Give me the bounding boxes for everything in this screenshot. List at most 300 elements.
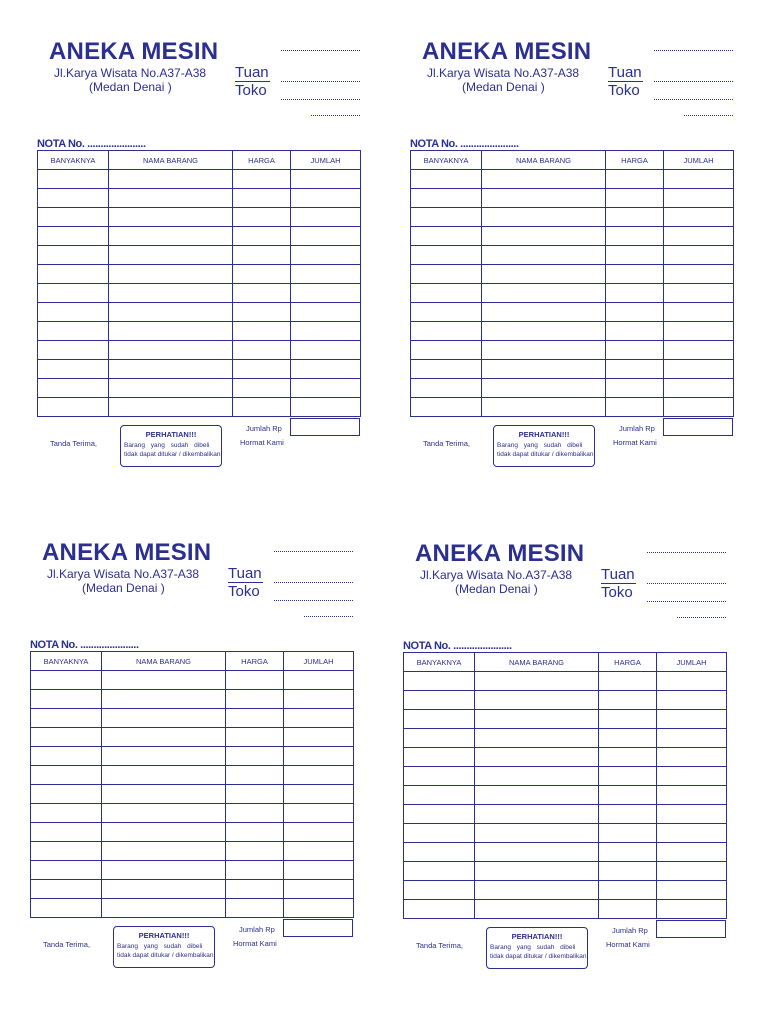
table-cell[interactable] — [599, 881, 657, 900]
jumlah-rp-label: Jumlah Rp — [239, 925, 275, 934]
table-cell[interactable] — [31, 709, 102, 728]
table-cell[interactable] — [475, 881, 599, 900]
table-cell[interactable] — [664, 360, 734, 379]
table-cell[interactable] — [38, 170, 109, 189]
table-row — [38, 227, 361, 246]
table-cell[interactable] — [38, 303, 109, 322]
table-row — [411, 360, 734, 379]
items-table-header — [411, 151, 734, 170]
table-cell[interactable] — [233, 284, 291, 303]
table-cell[interactable] — [284, 880, 354, 899]
table-row — [404, 729, 727, 748]
table-cell[interactable] — [291, 379, 361, 398]
hormat-kami-label: Hormat Kami — [233, 939, 277, 948]
table-cell[interactable] — [664, 208, 734, 227]
table-cell[interactable] — [226, 899, 284, 918]
table-cell[interactable] — [411, 189, 482, 208]
table-cell[interactable] — [102, 861, 226, 880]
table-cell[interactable] — [606, 227, 664, 246]
table-cell[interactable] — [109, 189, 233, 208]
table-cell[interactable] — [291, 170, 361, 189]
toko-field[interactable] — [281, 99, 360, 100]
hormat-kami-label: Hormat Kami — [240, 438, 284, 447]
table-cell[interactable] — [482, 322, 606, 341]
col-nama-barang: NAMA BARANG — [109, 151, 233, 170]
table-cell[interactable] — [657, 843, 727, 862]
table-cell[interactable] — [109, 227, 233, 246]
table-cell[interactable] — [226, 823, 284, 842]
table-cell[interactable] — [657, 672, 727, 691]
table-cell[interactable] — [599, 805, 657, 824]
items-table — [403, 652, 727, 919]
table-cell[interactable] — [664, 189, 734, 208]
table-cell[interactable] — [291, 189, 361, 208]
table-cell[interactable] — [291, 265, 361, 284]
table-cell[interactable] — [31, 823, 102, 842]
table-cell[interactable] — [284, 690, 354, 709]
table-cell[interactable] — [102, 671, 226, 690]
col-banyaknya: BANYAKNYA — [404, 653, 475, 672]
jumlah-total-box[interactable] — [663, 418, 733, 436]
toko-label: Toko — [608, 82, 640, 99]
table-cell[interactable] — [38, 379, 109, 398]
receipt-form — [30, 539, 390, 1019]
table-cell[interactable] — [664, 322, 734, 341]
table-row — [38, 170, 361, 189]
table-cell[interactable] — [475, 767, 599, 786]
table-cell[interactable] — [102, 785, 226, 804]
table-cell[interactable] — [482, 284, 606, 303]
table-cell[interactable] — [291, 341, 361, 360]
table-cell[interactable] — [657, 786, 727, 805]
table-row — [31, 728, 354, 747]
table-cell[interactable] — [291, 246, 361, 265]
table-cell[interactable] — [606, 303, 664, 322]
table-cell[interactable] — [657, 691, 727, 710]
table-cell[interactable] — [475, 862, 599, 881]
table-cell[interactable] — [606, 208, 664, 227]
table-cell[interactable] — [606, 189, 664, 208]
table-cell[interactable] — [411, 398, 482, 417]
table-cell[interactable] — [482, 303, 606, 322]
table-cell[interactable] — [31, 842, 102, 861]
table-cell[interactable] — [411, 379, 482, 398]
table-cell[interactable] — [109, 284, 233, 303]
table-cell[interactable] — [404, 691, 475, 710]
table-cell[interactable] — [664, 303, 734, 322]
table-cell[interactable] — [109, 265, 233, 284]
table-cell[interactable] — [109, 322, 233, 341]
tuan-label: Tuan — [235, 64, 269, 81]
table-cell[interactable] — [404, 748, 475, 767]
table-cell[interactable] — [475, 729, 599, 748]
top-dotted-field[interactable] — [647, 552, 726, 553]
table-cell[interactable] — [606, 284, 664, 303]
toko-label: Toko — [601, 584, 633, 601]
toko-field[interactable] — [647, 601, 726, 602]
table-row — [31, 766, 354, 785]
table-cell[interactable] — [404, 900, 475, 919]
shop-name: ANEKA MESIN — [49, 38, 219, 65]
table-cell[interactable] — [291, 227, 361, 246]
table-cell[interactable] — [226, 690, 284, 709]
table-cell[interactable] — [664, 265, 734, 284]
table-cell[interactable] — [102, 804, 226, 823]
address-line-2: (Medan Denai ) — [82, 581, 165, 595]
table-row — [411, 379, 734, 398]
table-cell[interactable] — [657, 767, 727, 786]
table-cell[interactable] — [606, 398, 664, 417]
table-cell[interactable] — [31, 880, 102, 899]
table-cell[interactable] — [102, 728, 226, 747]
table-cell[interactable] — [606, 246, 664, 265]
table-cell[interactable] — [404, 843, 475, 862]
table-cell[interactable] — [475, 691, 599, 710]
table-cell[interactable] — [102, 880, 226, 899]
table-cell[interactable] — [411, 303, 482, 322]
table-cell[interactable] — [599, 748, 657, 767]
nota-number: NOTA No. ...................... — [410, 138, 519, 150]
jumlah-total-box[interactable] — [283, 919, 353, 937]
table-cell[interactable] — [475, 710, 599, 729]
notice-line-1: Barang yang sudah dibeli — [117, 943, 203, 950]
table-cell[interactable] — [38, 189, 109, 208]
table-cell[interactable] — [599, 862, 657, 881]
table-cell[interactable] — [31, 728, 102, 747]
table-cell[interactable] — [482, 246, 606, 265]
extra-dotted-field[interactable] — [684, 115, 733, 116]
table-cell[interactable] — [482, 227, 606, 246]
table-cell[interactable] — [38, 227, 109, 246]
table-cell[interactable] — [291, 208, 361, 227]
table-cell[interactable] — [657, 881, 727, 900]
tuan-field[interactable] — [274, 582, 353, 583]
table-cell[interactable] — [404, 729, 475, 748]
jumlah-total-box[interactable] — [656, 920, 726, 938]
table-cell[interactable] — [291, 360, 361, 379]
receipt-form — [410, 38, 768, 518]
table-cell[interactable] — [226, 785, 284, 804]
table-row — [411, 189, 734, 208]
table-row — [404, 881, 727, 900]
table-cell[interactable] — [226, 709, 284, 728]
table-cell[interactable] — [482, 398, 606, 417]
table-row — [404, 843, 727, 862]
table-cell[interactable] — [606, 341, 664, 360]
table-cell[interactable] — [664, 227, 734, 246]
nota-number: NOTA No. ...................... — [37, 138, 146, 150]
notice-line-2: tidak dapat ditukar / dikembalikan — [117, 952, 214, 959]
items-table-header — [404, 653, 727, 672]
table-cell[interactable] — [475, 805, 599, 824]
table-cell[interactable] — [109, 208, 233, 227]
table-cell[interactable] — [233, 303, 291, 322]
table-cell[interactable] — [226, 747, 284, 766]
table-cell[interactable] — [404, 786, 475, 805]
table-row — [411, 341, 734, 360]
table-row — [38, 303, 361, 322]
table-cell[interactable] — [233, 170, 291, 189]
table-cell[interactable] — [664, 246, 734, 265]
table-row — [411, 170, 734, 189]
table-cell[interactable] — [404, 862, 475, 881]
table-cell[interactable] — [226, 728, 284, 747]
table-cell[interactable] — [664, 379, 734, 398]
col-banyaknya: BANYAKNYA — [31, 652, 102, 671]
table-cell[interactable] — [233, 189, 291, 208]
table-cell[interactable] — [482, 265, 606, 284]
extra-dotted-field[interactable] — [677, 617, 726, 618]
table-cell[interactable] — [475, 824, 599, 843]
table-cell[interactable] — [664, 284, 734, 303]
table-cell[interactable] — [233, 246, 291, 265]
nota-number: NOTA No. ...................... — [30, 639, 139, 651]
table-cell[interactable] — [109, 360, 233, 379]
table-cell[interactable] — [475, 672, 599, 691]
table-cell[interactable] — [291, 398, 361, 417]
table-cell[interactable] — [31, 747, 102, 766]
table-cell[interactable] — [102, 842, 226, 861]
hormat-kami-label: Hormat Kami — [613, 438, 657, 447]
table-cell[interactable] — [233, 227, 291, 246]
table-cell[interactable] — [657, 900, 727, 919]
table-row — [31, 899, 354, 918]
table-cell[interactable] — [404, 672, 475, 691]
table-cell[interactable] — [109, 379, 233, 398]
table-cell[interactable] — [226, 842, 284, 861]
table-cell[interactable] — [31, 690, 102, 709]
table-cell[interactable] — [291, 284, 361, 303]
table-cell[interactable] — [475, 900, 599, 919]
table-cell[interactable] — [102, 823, 226, 842]
table-cell[interactable] — [404, 824, 475, 843]
table-cell[interactable] — [284, 766, 354, 785]
table-cell[interactable] — [226, 861, 284, 880]
tuan-label: Tuan — [601, 566, 635, 583]
table-cell[interactable] — [284, 747, 354, 766]
address-line-1: Jl.Karya Wisata No.A37-A38 — [47, 567, 200, 581]
table-cell[interactable] — [291, 322, 361, 341]
table-cell[interactable] — [38, 322, 109, 341]
address-line-1: Jl.Karya Wisata No.A37-A38 — [420, 568, 573, 582]
table-cell[interactable] — [599, 767, 657, 786]
table-row — [38, 246, 361, 265]
table-cell[interactable] — [411, 246, 482, 265]
table-cell[interactable] — [606, 360, 664, 379]
table-cell[interactable] — [482, 208, 606, 227]
table-cell[interactable] — [664, 398, 734, 417]
notice-box — [120, 425, 222, 467]
table-cell[interactable] — [31, 671, 102, 690]
table-cell[interactable] — [411, 265, 482, 284]
table-cell[interactable] — [475, 786, 599, 805]
table-cell[interactable] — [31, 785, 102, 804]
table-cell[interactable] — [226, 766, 284, 785]
notice-line-2: tidak dapat ditukar / dikembalikan — [497, 451, 594, 458]
table-cell[interactable] — [102, 709, 226, 728]
items-table-header — [31, 652, 354, 671]
table-cell[interactable] — [226, 804, 284, 823]
table-cell[interactable] — [109, 303, 233, 322]
table-cell[interactable] — [233, 379, 291, 398]
table-cell[interactable] — [599, 710, 657, 729]
table-cell[interactable] — [109, 170, 233, 189]
shop-name: ANEKA MESIN — [415, 540, 585, 567]
table-cell[interactable] — [599, 843, 657, 862]
table-cell[interactable] — [284, 861, 354, 880]
table-row — [411, 284, 734, 303]
tanda-terima-label: Tanda Terima, — [43, 940, 90, 949]
table-cell[interactable] — [657, 710, 727, 729]
extra-dotted-field[interactable] — [311, 115, 360, 116]
table-cell[interactable] — [475, 843, 599, 862]
col-jumlah: JUMLAH — [284, 652, 354, 671]
table-cell[interactable] — [657, 729, 727, 748]
table-cell[interactable] — [664, 170, 734, 189]
table-cell[interactable] — [233, 360, 291, 379]
table-row — [404, 672, 727, 691]
top-dotted-field[interactable] — [281, 50, 360, 51]
notice-line-2: tidak dapat ditukar / dikembalikan — [124, 451, 221, 458]
table-cell[interactable] — [411, 322, 482, 341]
table-cell[interactable] — [291, 303, 361, 322]
table-cell[interactable] — [482, 379, 606, 398]
table-cell[interactable] — [599, 824, 657, 843]
table-cell[interactable] — [102, 690, 226, 709]
table-cell[interactable] — [284, 804, 354, 823]
table-cell[interactable] — [411, 360, 482, 379]
toko-field[interactable] — [274, 600, 353, 601]
toko-field[interactable] — [654, 99, 733, 100]
tuan-field[interactable] — [654, 81, 733, 82]
table-cell[interactable] — [606, 379, 664, 398]
jumlah-total-box[interactable] — [290, 418, 360, 436]
table-row — [38, 379, 361, 398]
table-row — [411, 303, 734, 322]
table-cell[interactable] — [31, 766, 102, 785]
table-cell[interactable] — [657, 824, 727, 843]
table-cell[interactable] — [482, 170, 606, 189]
table-cell[interactable] — [284, 671, 354, 690]
table-cell[interactable] — [599, 786, 657, 805]
table-cell[interactable] — [411, 208, 482, 227]
table-cell[interactable] — [38, 398, 109, 417]
col-nama-barang: NAMA BARANG — [102, 652, 226, 671]
table-cell[interactable] — [109, 398, 233, 417]
table-cell[interactable] — [284, 823, 354, 842]
table-cell[interactable] — [411, 227, 482, 246]
table-row — [31, 804, 354, 823]
table-cell[interactable] — [38, 246, 109, 265]
table-cell[interactable] — [226, 880, 284, 899]
tuan-field[interactable] — [647, 583, 726, 584]
items-table-header — [38, 151, 361, 170]
table-cell[interactable] — [657, 805, 727, 824]
table-cell[interactable] — [233, 398, 291, 417]
table-cell[interactable] — [482, 360, 606, 379]
table-cell[interactable] — [657, 748, 727, 767]
table-row — [31, 709, 354, 728]
table-row — [31, 861, 354, 880]
table-cell[interactable] — [606, 322, 664, 341]
items-table — [30, 651, 354, 918]
table-cell[interactable] — [599, 900, 657, 919]
table-row — [31, 880, 354, 899]
table-row — [411, 322, 734, 341]
table-cell[interactable] — [109, 341, 233, 360]
table-cell[interactable] — [664, 341, 734, 360]
table-cell[interactable] — [102, 899, 226, 918]
table-cell[interactable] — [606, 170, 664, 189]
extra-dotted-field[interactable] — [304, 616, 353, 617]
table-cell[interactable] — [404, 767, 475, 786]
top-dotted-field[interactable] — [654, 50, 733, 51]
notice-line-1: Barang yang sudah dibeli — [497, 442, 583, 449]
table-cell[interactable] — [38, 208, 109, 227]
table-cell[interactable] — [38, 265, 109, 284]
table-cell[interactable] — [404, 881, 475, 900]
table-cell[interactable] — [284, 899, 354, 918]
table-cell[interactable] — [404, 805, 475, 824]
table-cell[interactable] — [284, 785, 354, 804]
table-row — [31, 690, 354, 709]
table-cell[interactable] — [38, 341, 109, 360]
table-cell[interactable] — [404, 710, 475, 729]
table-cell[interactable] — [284, 709, 354, 728]
table-row — [31, 785, 354, 804]
tuan-label: Tuan — [608, 64, 642, 81]
table-cell[interactable] — [599, 672, 657, 691]
table-cell[interactable] — [109, 246, 233, 265]
table-cell[interactable] — [475, 748, 599, 767]
table-cell[interactable] — [233, 341, 291, 360]
top-dotted-field[interactable] — [274, 551, 353, 552]
col-nama-barang: NAMA BARANG — [482, 151, 606, 170]
table-cell[interactable] — [284, 728, 354, 747]
tuan-field[interactable] — [281, 81, 360, 82]
table-cell[interactable] — [226, 671, 284, 690]
table-cell[interactable] — [606, 265, 664, 284]
table-row — [38, 208, 361, 227]
table-cell[interactable] — [411, 284, 482, 303]
table-cell[interactable] — [482, 341, 606, 360]
table-cell[interactable] — [38, 360, 109, 379]
toko-label: Toko — [235, 82, 267, 99]
table-cell[interactable] — [599, 729, 657, 748]
table-cell[interactable] — [38, 284, 109, 303]
table-cell[interactable] — [31, 861, 102, 880]
table-cell[interactable] — [599, 691, 657, 710]
toko-label: Toko — [228, 583, 260, 600]
table-cell[interactable] — [31, 804, 102, 823]
table-cell[interactable] — [657, 862, 727, 881]
table-row — [38, 360, 361, 379]
table-cell[interactable] — [233, 322, 291, 341]
table-cell[interactable] — [102, 766, 226, 785]
table-cell[interactable] — [284, 842, 354, 861]
col-jumlah: JUMLAH — [657, 653, 727, 672]
table-cell[interactable] — [233, 208, 291, 227]
table-cell[interactable] — [102, 747, 226, 766]
notice-box — [493, 425, 595, 467]
notice-line-1: Barang yang sudah dibeli — [490, 944, 576, 951]
table-row — [404, 786, 727, 805]
table-cell[interactable] — [233, 265, 291, 284]
table-cell[interactable] — [411, 341, 482, 360]
table-cell[interactable] — [31, 899, 102, 918]
table-cell[interactable] — [411, 170, 482, 189]
table-cell[interactable] — [482, 189, 606, 208]
